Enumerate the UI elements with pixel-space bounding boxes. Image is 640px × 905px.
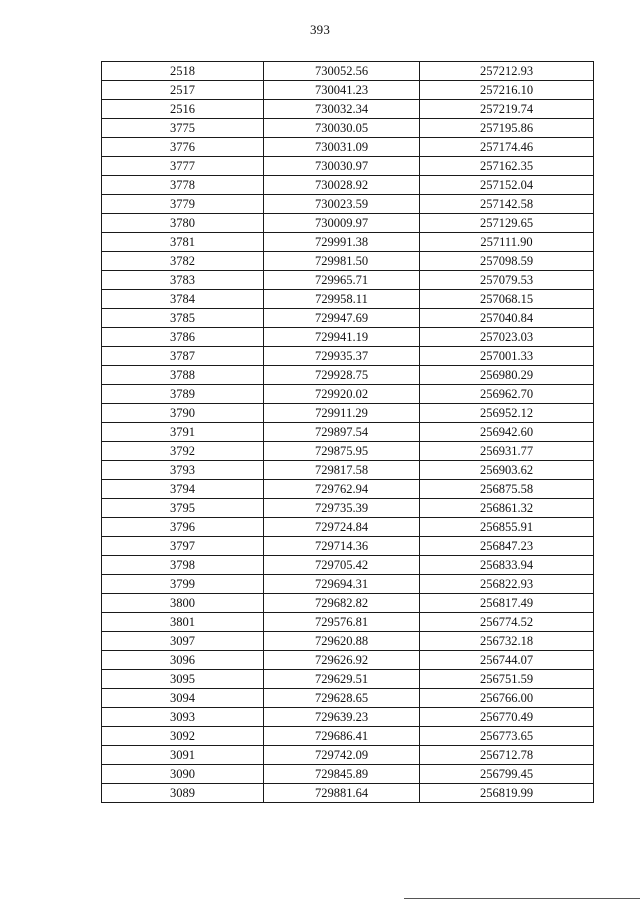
y-coordinate-cell: 256822.93 — [420, 575, 594, 594]
y-coordinate-cell: 257219.74 — [420, 100, 594, 119]
point-number-cell: 3792 — [102, 442, 264, 461]
point-number-cell: 3797 — [102, 537, 264, 556]
x-coordinate-cell: 729639.23 — [264, 708, 420, 727]
point-number-cell: 3799 — [102, 575, 264, 594]
table-row — [102, 537, 594, 556]
point-number-cell: 3778 — [102, 176, 264, 195]
point-number-cell: 3801 — [102, 613, 264, 632]
x-coordinate-cell: 729735.39 — [264, 499, 420, 518]
y-coordinate-cell: 256903.62 — [420, 461, 594, 480]
coordinates-table — [101, 61, 594, 803]
y-coordinate-cell: 257195.86 — [420, 119, 594, 138]
table-row — [102, 214, 594, 233]
x-coordinate-cell: 730031.09 — [264, 138, 420, 157]
x-coordinate-cell: 729682.82 — [264, 594, 420, 613]
point-number-cell: 3793 — [102, 461, 264, 480]
table-row — [102, 81, 594, 100]
x-coordinate-cell: 729991.38 — [264, 233, 420, 252]
x-coordinate-cell: 730032.34 — [264, 100, 420, 119]
y-coordinate-cell: 257068.15 — [420, 290, 594, 309]
y-coordinate-cell: 256751.59 — [420, 670, 594, 689]
x-coordinate-cell: 730009.97 — [264, 214, 420, 233]
point-number-cell: 3775 — [102, 119, 264, 138]
x-coordinate-cell: 729965.71 — [264, 271, 420, 290]
y-coordinate-cell: 257001.33 — [420, 347, 594, 366]
table-row — [102, 271, 594, 290]
y-coordinate-cell: 257152.04 — [420, 176, 594, 195]
y-coordinate-cell: 256847.23 — [420, 537, 594, 556]
table-row — [102, 366, 594, 385]
y-coordinate-cell: 256766.00 — [420, 689, 594, 708]
table-row — [102, 670, 594, 689]
y-coordinate-cell: 256833.94 — [420, 556, 594, 575]
y-coordinate-cell: 257111.90 — [420, 233, 594, 252]
x-coordinate-cell: 730052.56 — [264, 62, 420, 81]
table-row — [102, 62, 594, 81]
point-number-cell: 3788 — [102, 366, 264, 385]
x-coordinate-cell: 729714.36 — [264, 537, 420, 556]
table-row — [102, 442, 594, 461]
point-number-cell: 3783 — [102, 271, 264, 290]
point-number-cell: 3790 — [102, 404, 264, 423]
x-coordinate-cell: 729947.69 — [264, 309, 420, 328]
x-coordinate-cell: 729817.58 — [264, 461, 420, 480]
table-row — [102, 689, 594, 708]
x-coordinate-cell: 729911.29 — [264, 404, 420, 423]
x-coordinate-cell: 729686.41 — [264, 727, 420, 746]
point-number-cell: 3095 — [102, 670, 264, 689]
footer-rule — [404, 898, 640, 899]
x-coordinate-cell: 729881.64 — [264, 784, 420, 803]
x-coordinate-cell: 729941.19 — [264, 328, 420, 347]
y-coordinate-cell: 256774.52 — [420, 613, 594, 632]
point-number-cell: 3786 — [102, 328, 264, 347]
x-coordinate-cell: 729628.65 — [264, 689, 420, 708]
y-coordinate-cell: 257098.59 — [420, 252, 594, 271]
point-number-cell: 3795 — [102, 499, 264, 518]
table-row — [102, 765, 594, 784]
table-row — [102, 176, 594, 195]
table-row — [102, 100, 594, 119]
point-number-cell: 3094 — [102, 689, 264, 708]
x-coordinate-cell: 729958.11 — [264, 290, 420, 309]
x-coordinate-cell: 730030.05 — [264, 119, 420, 138]
point-number-cell: 3776 — [102, 138, 264, 157]
table-row — [102, 309, 594, 328]
y-coordinate-cell: 256861.32 — [420, 499, 594, 518]
table-row — [102, 328, 594, 347]
point-number-cell: 3779 — [102, 195, 264, 214]
y-coordinate-cell: 257212.93 — [420, 62, 594, 81]
x-coordinate-cell: 729742.09 — [264, 746, 420, 765]
point-number-cell: 3091 — [102, 746, 264, 765]
point-number-cell: 3798 — [102, 556, 264, 575]
table-row — [102, 290, 594, 309]
point-number-cell: 3791 — [102, 423, 264, 442]
y-coordinate-cell: 257162.35 — [420, 157, 594, 176]
table-row — [102, 461, 594, 480]
table-row — [102, 556, 594, 575]
x-coordinate-cell: 729705.42 — [264, 556, 420, 575]
x-coordinate-cell: 730030.97 — [264, 157, 420, 176]
y-coordinate-cell: 256770.49 — [420, 708, 594, 727]
table-row — [102, 575, 594, 594]
point-number-cell: 3789 — [102, 385, 264, 404]
x-coordinate-cell: 729981.50 — [264, 252, 420, 271]
point-number-cell: 3781 — [102, 233, 264, 252]
table-row — [102, 385, 594, 404]
table-row — [102, 727, 594, 746]
point-number-cell: 3785 — [102, 309, 264, 328]
point-number-cell: 3777 — [102, 157, 264, 176]
y-coordinate-cell: 257129.65 — [420, 214, 594, 233]
table-row — [102, 784, 594, 803]
x-coordinate-cell: 730041.23 — [264, 81, 420, 100]
table-row — [102, 746, 594, 765]
y-coordinate-cell: 257142.58 — [420, 195, 594, 214]
y-coordinate-cell: 257040.84 — [420, 309, 594, 328]
x-coordinate-cell: 730023.59 — [264, 195, 420, 214]
point-number-cell: 2518 — [102, 62, 264, 81]
point-number-cell: 3780 — [102, 214, 264, 233]
table-row — [102, 632, 594, 651]
x-coordinate-cell: 729626.92 — [264, 651, 420, 670]
table-row — [102, 518, 594, 537]
y-coordinate-cell: 256855.91 — [420, 518, 594, 537]
x-coordinate-cell: 729920.02 — [264, 385, 420, 404]
point-number-cell: 3796 — [102, 518, 264, 537]
y-coordinate-cell: 256980.29 — [420, 366, 594, 385]
y-coordinate-cell: 256952.12 — [420, 404, 594, 423]
y-coordinate-cell: 256819.99 — [420, 784, 594, 803]
table-row — [102, 233, 594, 252]
table-row — [102, 347, 594, 366]
y-coordinate-cell: 257023.03 — [420, 328, 594, 347]
table-row — [102, 423, 594, 442]
y-coordinate-cell: 256773.65 — [420, 727, 594, 746]
x-coordinate-cell: 729694.31 — [264, 575, 420, 594]
y-coordinate-cell: 256931.77 — [420, 442, 594, 461]
table-row — [102, 119, 594, 138]
point-number-cell: 3800 — [102, 594, 264, 613]
coordinates-table-body — [102, 62, 594, 803]
y-coordinate-cell: 256875.58 — [420, 480, 594, 499]
point-number-cell: 3092 — [102, 727, 264, 746]
point-number-cell: 3096 — [102, 651, 264, 670]
y-coordinate-cell: 256744.07 — [420, 651, 594, 670]
x-coordinate-cell: 729620.88 — [264, 632, 420, 651]
page-number: 393 — [309, 22, 331, 37]
table-row — [102, 708, 594, 727]
x-coordinate-cell: 729928.75 — [264, 366, 420, 385]
table-row — [102, 480, 594, 499]
y-coordinate-cell: 257174.46 — [420, 138, 594, 157]
table-row — [102, 252, 594, 271]
point-number-cell: 3089 — [102, 784, 264, 803]
table-row — [102, 651, 594, 670]
y-coordinate-cell: 257079.53 — [420, 271, 594, 290]
point-number-cell: 2516 — [102, 100, 264, 119]
x-coordinate-cell: 729576.81 — [264, 613, 420, 632]
table-row — [102, 138, 594, 157]
point-number-cell: 3784 — [102, 290, 264, 309]
table-row — [102, 157, 594, 176]
point-number-cell: 3090 — [102, 765, 264, 784]
y-coordinate-cell: 256817.49 — [420, 594, 594, 613]
y-coordinate-cell: 257216.10 — [420, 81, 594, 100]
x-coordinate-cell: 729897.54 — [264, 423, 420, 442]
x-coordinate-cell: 729875.95 — [264, 442, 420, 461]
x-coordinate-cell: 729724.84 — [264, 518, 420, 537]
point-number-cell: 3782 — [102, 252, 264, 271]
x-coordinate-cell: 729845.89 — [264, 765, 420, 784]
y-coordinate-cell: 256712.78 — [420, 746, 594, 765]
table-row — [102, 613, 594, 632]
table-row — [102, 594, 594, 613]
y-coordinate-cell: 256799.45 — [420, 765, 594, 784]
x-coordinate-cell: 729629.51 — [264, 670, 420, 689]
point-number-cell: 3794 — [102, 480, 264, 499]
y-coordinate-cell: 256962.70 — [420, 385, 594, 404]
table-row — [102, 404, 594, 423]
point-number-cell: 3097 — [102, 632, 264, 651]
x-coordinate-cell: 729762.94 — [264, 480, 420, 499]
point-number-cell: 3787 — [102, 347, 264, 366]
y-coordinate-cell: 256732.18 — [420, 632, 594, 651]
point-number-cell: 2517 — [102, 81, 264, 100]
table-row — [102, 195, 594, 214]
x-coordinate-cell: 729935.37 — [264, 347, 420, 366]
y-coordinate-cell: 256942.60 — [420, 423, 594, 442]
x-coordinate-cell: 730028.92 — [264, 176, 420, 195]
point-number-cell: 3093 — [102, 708, 264, 727]
table-row — [102, 499, 594, 518]
